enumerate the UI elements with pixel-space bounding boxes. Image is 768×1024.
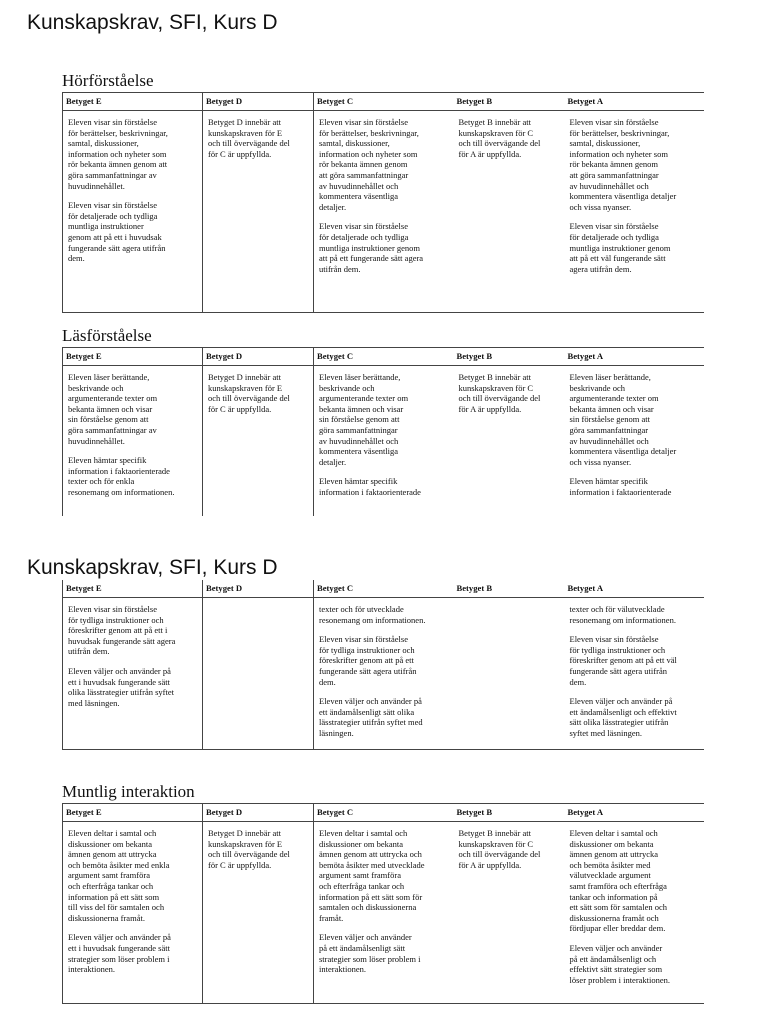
cell-grade-b <box>454 111 565 313</box>
criterion-text: Eleven hämtar specifik information i faktaorienterade <box>569 476 672 497</box>
header-betyget-d: Betyget D <box>203 348 314 366</box>
criterion-text: Eleven deltar i samtal och diskussioner om bekanta ämnen genom att uttrycka och bemöta åsikter med välutvecklade argument samt framföra och efterfråga tankar och information på ett sätt som för samtalen och diskussionerna framåt och fördjupar eller breddar dem. <box>569 828 667 934</box>
cell-grade-b <box>454 822 565 1004</box>
cell-grade-e <box>63 366 203 516</box>
header-betyget-a: Betyget A <box>565 93 704 111</box>
header-betyget-e: Betyget E <box>63 93 203 111</box>
section-title-lasforstaelse: Läsförståelse <box>62 326 152 345</box>
criterion-text: Eleven visar sin förståelse för tydliga instruktioner och föreskrifter genom att på ett i huvudsak fungerande sätt agera utifrån dem. <box>68 604 176 657</box>
cell-grade-d <box>203 366 314 516</box>
header-betyget-b: Betyget B <box>454 348 565 366</box>
cell-grade-b <box>454 598 565 750</box>
table-header-row <box>63 804 704 822</box>
criterion-text: Eleven deltar i samtal och diskussioner om bekanta ämnen genom att uttrycka och bemöta åsikter med utvecklade argument samt framföra och efterfråga tankar och information på ett sätt som för samtalen och diskussionerna framåt. <box>319 828 425 923</box>
table-row <box>63 111 704 313</box>
cell-grade-c <box>314 111 454 313</box>
criterion-text: texter och för välutvecklade resonemang om informationen. <box>569 604 676 625</box>
criterion-text: Eleven väljer och använder på ett ändamålsenligt sätt olika lässtrategier utifrån syftet med läsningen. <box>319 696 423 738</box>
cell-grade-a <box>565 822 704 1004</box>
criterion-text: Eleven läser berättande, beskrivande och argumenterande texter om bekanta ämnen och visar sin förståelse genom att göra sammanfattningar av huvudinnehållet. <box>68 372 158 446</box>
cell-grade-c <box>314 366 454 516</box>
section-title-horforstaelse: Hörförståelse <box>62 71 154 90</box>
header-betyget-e: Betyget E <box>63 348 203 366</box>
cell-grade-b <box>454 366 565 516</box>
header-betyget-b: Betyget B <box>454 580 565 598</box>
header-betyget-b: Betyget B <box>454 804 565 822</box>
criterion-text: texter och för utvecklade resonemang om informationen. <box>319 604 426 625</box>
cell-grade-a <box>565 366 704 516</box>
header-betyget-e: Betyget E <box>63 580 203 598</box>
criterion-text: Eleven visar sin förståelse för berättelser, beskrivningar, samtal, diskussioner, information och nyheter som rör bekanta ämnen genom att göra sammanfattningar av huvudinnehållet och kommentera väsentliga detaljer och vissa nyanser. <box>569 117 677 212</box>
table-header-row <box>63 93 704 111</box>
cell-grade-d <box>203 598 314 750</box>
table-horforstaelse <box>62 92 704 313</box>
page-title: Kunskapskrav, SFI, Kurs D <box>27 11 278 34</box>
criterion-text: Eleven väljer och använder på ett ändamålsenligt och effektivt sätt strategier som löser problem i interaktionen. <box>569 942 671 985</box>
cell-grade-a <box>565 598 704 750</box>
criterion-text: Eleven visar sin förståelse för detaljerade och tydliga muntliga instruktioner genom att på ett väl fungerande sätt agera utifrån dem. <box>569 221 671 274</box>
cell-grade-c <box>314 598 454 750</box>
header-betyget-d: Betyget D <box>203 804 314 822</box>
header-betyget-c: Betyget C <box>314 348 454 366</box>
header-betyget-a: Betyget A <box>565 348 704 366</box>
header-betyget-b: Betyget B <box>454 93 565 111</box>
header-betyget-c: Betyget C <box>314 93 454 111</box>
header-betyget-a: Betyget A <box>565 804 704 822</box>
criterion-text: Betyget B innebär att kunskapskraven för C och till övervägande del för A är uppfyllda. <box>458 828 541 870</box>
criterion-text: Eleven visar sin förståelse för detaljerade och tydliga muntliga instruktioner genom att på ett i huvudsak fungerande sätt agera utifrån dem. <box>68 200 166 264</box>
criterion-text: Eleven väljer och använder på ett ändamålsenligt sätt strategier som löser problem i interaktionen. <box>319 932 421 975</box>
criterion-text: Eleven läser berättande, beskrivande och argumenterande texter om bekanta ämnen och visar sin förståelse genom att göra sammanfattningar av huvudinnehållet och kommentera väsentliga detaljer och vissa nyanser. <box>569 372 677 467</box>
criterion-text: Eleven väljer och använder på ett i huvudsak fungerande sätt olika lässtrategier utifrån syftet med läsningen. <box>68 665 174 708</box>
cell-grade-a <box>565 111 704 313</box>
table-muntlig-interaktion <box>62 803 704 1004</box>
page-title-2: Kunskapskrav, SFI, Kurs D <box>27 556 278 579</box>
criterion-text: Eleven visar sin förståelse för tydliga instruktioner och föreskrifter genom att på ett fungerande sätt agera utifrån dem. <box>319 634 417 687</box>
criterion-text: Eleven hämtar specifik information i faktaorienterade <box>319 476 421 497</box>
header-betyget-e: Betyget E <box>63 804 203 822</box>
cell-grade-e <box>63 822 203 1004</box>
header-betyget-a: Betyget A <box>565 580 704 598</box>
section-title-muntlig-interaktion: Muntlig interaktion <box>62 782 195 801</box>
header-betyget-c: Betyget C <box>314 804 454 822</box>
table-row <box>63 366 704 516</box>
criterion-text: Betyget D innebär att kunskapskraven för E och till övervägande del för C är uppfyllda. <box>208 372 290 414</box>
criterion-text: Eleven väljer och använder på ett ändamålsenligt och effektivt sätt olika lässtrategier utifrån syftet med läsningen. <box>569 696 677 738</box>
criterion-text: Eleven visar sin förståelse för berättelser, beskrivningar, samtal, diskussioner, information och nyheter som rör bekanta ämnen genom att göra sammanfattningar av huvudinnehållet. <box>68 117 168 191</box>
table-row <box>63 598 704 750</box>
cell-grade-d <box>203 111 314 313</box>
table-lasforstaelse <box>62 347 704 516</box>
criterion-text: Betyget B innebär att kunskapskraven för C och till övervägande del för A är uppfyllda. <box>458 117 541 159</box>
table-lasforstaelse-continued <box>62 580 704 750</box>
criterion-text: Eleven läser berättande, beskrivande och argumenterande texter om bekanta ämnen och visar sin förståelse genom att göra sammanfattningar av huvudinnehållet och kommentera väsentliga detaljer. <box>319 372 409 467</box>
cell-grade-d <box>203 822 314 1004</box>
cell-grade-e <box>63 598 203 750</box>
criterion-text: Eleven deltar i samtal och diskussioner om bekanta ämnen genom att uttrycka och bemöta åsikter med enkla argument samt framföra och efterfråga tankar och information på ett sätt som till viss del för samtalen och diskussionerna framåt. <box>68 828 170 923</box>
criterion-text: Betyget B innebär att kunskapskraven för C och till övervägande del för A är uppfyllda. <box>458 372 541 414</box>
cell-grade-c <box>314 822 454 1004</box>
table-row <box>63 822 704 1004</box>
header-betyget-c: Betyget C <box>314 580 454 598</box>
header-betyget-d: Betyget D <box>203 580 314 598</box>
table-header-row <box>63 580 704 598</box>
criterion-text: Eleven väljer och använder på ett i huvudsak fungerande sätt strategier som löser problem i interaktionen. <box>68 932 171 975</box>
criterion-text: Eleven hämtar specifik information i faktaorienterade texter och för enkla resonemang om informationen. <box>68 455 175 497</box>
criterion-text: Betyget D innebär att kunskapskraven för E och till övervägande del för C är uppfyllda. <box>208 828 290 870</box>
criterion-text: Betyget D innebär att kunskapskraven för E och till övervägande del för C är uppfyllda. <box>208 117 290 159</box>
criterion-text: Eleven visar sin förståelse för detaljerade och tydliga muntliga instruktioner genom att på ett fungerande sätt agera utifrån dem. <box>319 221 424 274</box>
table-header-row <box>63 348 704 366</box>
cell-grade-e <box>63 111 203 313</box>
criterion-text: Eleven visar sin förståelse för tydliga instruktioner och föreskrifter genom att på ett väl fungerande sätt agera utifrån dem. <box>569 634 677 687</box>
header-betyget-d: Betyget D <box>203 93 314 111</box>
criterion-text: Eleven visar sin förståelse för berättelser, beskrivningar, samtal, diskussioner, information och nyheter som rör bekanta ämnen genom att göra sammanfattningar av huvudinnehållet och kommentera väsentliga detaljer. <box>319 117 419 212</box>
